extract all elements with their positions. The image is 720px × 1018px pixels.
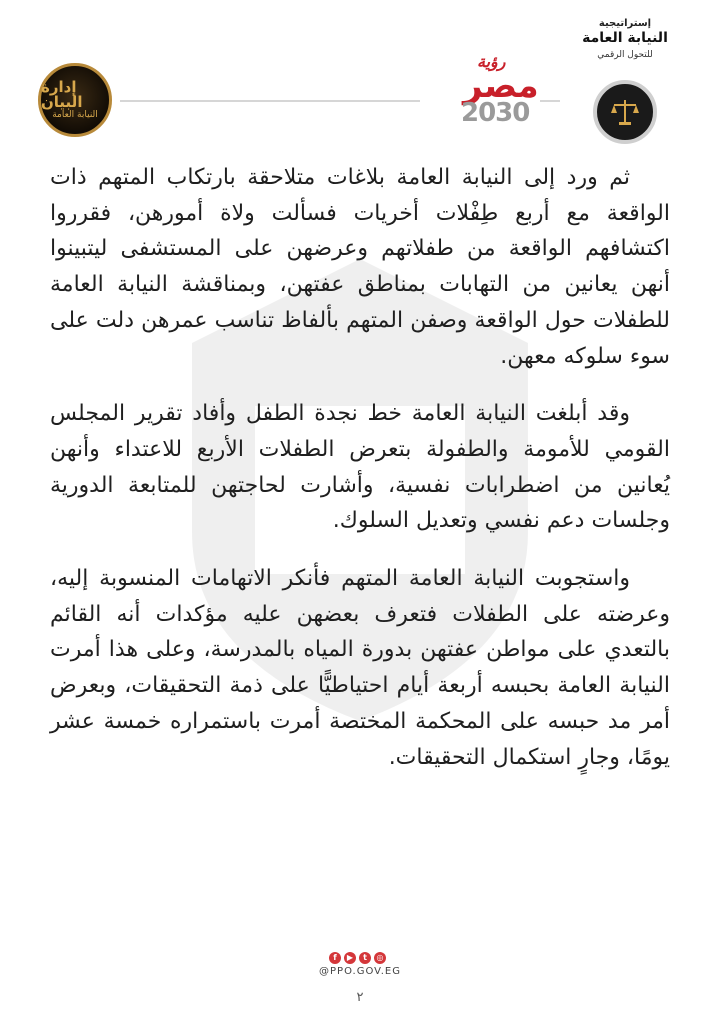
egypt-vision-2030-logo: [455, 52, 547, 126]
twitter-icon[interactable]: t: [359, 952, 371, 964]
youtube-icon[interactable]: ▶: [344, 952, 356, 964]
vision-logo-ro2ya: رؤية: [477, 52, 506, 71]
header-divider-left: [120, 100, 420, 102]
vision-logo-year: 2030: [461, 98, 530, 128]
bayan-logo-title: إدارة البيان: [41, 77, 83, 111]
ppo-logo-line1: إستراتيجية: [598, 18, 652, 29]
scales-of-justice-icon: [593, 80, 657, 144]
statement-body: [50, 160, 670, 797]
public-prosecution-logo: [555, 18, 695, 148]
paragraph-2: وقد أبلغت النيابة العامة خط نجدة الطفل وأفاد تقرير المجلس القومي للأمومة والطفولة بتعرض الطفلات الأربع للاعتداء وأنهن يُعانين من اضطرابات نفسية، وأشارت لحاجتهن للمتابعة الدورية وجلسات دعم نفسي وتعديل السلوك.: [50, 401, 670, 534]
social-icons: [329, 952, 386, 964]
page-header: [0, 0, 720, 145]
page-number: ٢: [356, 990, 364, 1005]
facebook-icon[interactable]: f: [329, 952, 341, 964]
social-handle[interactable]: @PPO.GOV.EG: [319, 966, 401, 977]
bayan-logo-subtitle: النيابة العامة: [52, 109, 98, 120]
vision-logo-misr: مصر: [463, 66, 539, 106]
instagram-icon[interactable]: ◎: [374, 952, 386, 964]
paragraph-3: واستجوبت النيابة العامة المتهم فأنكر الاتهامات المنسوبة إليه، وعرضته على الطفلات فتعرف بعضهن عليه مؤكدات أنه القائم بالتعدي على مواطن عفتهن بدورة المياه بالمدرسة، وعلى هذا أمرت النيابة العامة بحبسه أربعة أيام احتياطيًّا على ذمة التحقيقات، وبعرض أمر مد حبسه على المحكمة المختصة أمرت باستمراره خمسة عشر يومًا، وجارٍ استكمال التحقيقات.: [50, 566, 670, 770]
paragraph-1: ثم ورد إلى النيابة العامة بلاغات متلاحقة بارتكاب المتهم ذات الواقعة مع أربع طِفْلات أخريات فسألت ولاة أمورهن، فقرروا اكتشافهم الواقعة من طفلاتهم وعرضهن على المستشفى ليتبينوا أنهن يعانين من التهابات بمناطق عفتهن، وبمناقشة النيابة العامة للطفلات حول الواقعة وصفن المتهم بألفاظ تناسب عمرهن دلت على سوء سلوكه معهن.: [50, 165, 670, 369]
ppo-logo-line3: للتحول الرقمي: [597, 50, 653, 60]
bayan-department-logo: [38, 63, 112, 137]
ppo-logo-line2: النيابة العامة: [582, 30, 668, 46]
